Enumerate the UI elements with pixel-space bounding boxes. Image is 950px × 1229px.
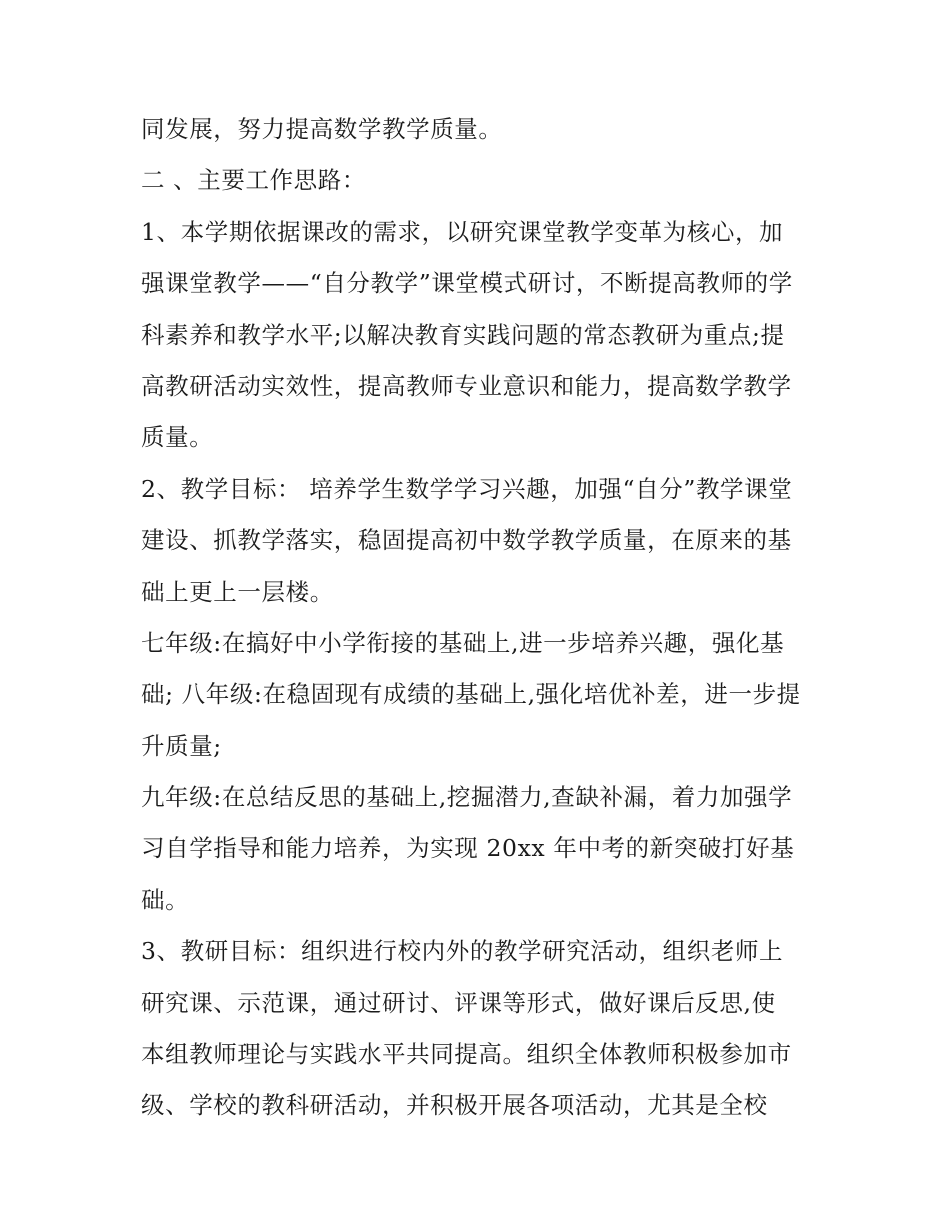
- text-line: 研究课、示范课，通过研讨、评课等形式，做好课后反思,使: [141, 988, 776, 1017]
- text-line: 科素养和教学水平;以解决教育实践问题的常态教研为重点;提: [141, 320, 785, 349]
- text-line: 强课堂教学——“自分教学”课堂模式研讨，不断提高教师的学: [141, 269, 793, 298]
- document-body: [141, 104, 821, 1132]
- text-line: 2、教学目标： 培养学生数学学习兴趣，加强“自分”教学课堂: [141, 474, 793, 503]
- text-line: 七年级:在搞好中小学衔接的基础上,进一步培养兴趣，强化基: [141, 628, 785, 657]
- text-line: 习自学指导和能力培养，为实现 20xx 年中考的新突破打好基: [141, 834, 795, 863]
- text-line: 3、教研目标：组织进行校内外的教学研究活动，组织老师上: [141, 937, 784, 966]
- text-line: 级、学校的教科研活动，并积极开展各项活动，尤其是全校: [141, 1091, 768, 1120]
- text-line: 升质量;: [141, 731, 222, 760]
- text-line: 质量。: [141, 423, 214, 452]
- text-line: 础。: [141, 885, 190, 914]
- text-line: 同发展，努力提高数学教学质量。: [141, 115, 503, 143]
- text-line: 高教研活动实效性，提高教师专业意识和能力，提高数学教学: [141, 371, 792, 400]
- text-line: 1、本学期依据课改的需求，以研究课堂教学变革为核心，加: [141, 217, 784, 246]
- text-line: 九年级:在总结反思的基础上,挖掘潜力,查缺补漏，着力加强学: [141, 783, 793, 812]
- text-line: 建设、抓教学落实，稳固提高初中数学教学质量，在原来的基: [141, 526, 792, 555]
- text-line: 础; 八年级:在稳固现有成绩的基础上,强化培优补差，进一步提: [141, 680, 801, 709]
- section-heading: 二 、主要工作思路：: [141, 166, 366, 195]
- text-line: 础上更上一层楼。: [141, 577, 334, 606]
- text-line: 本组教师理论与实践水平共同提高。组织全体教师积极参加市: [141, 1040, 792, 1069]
